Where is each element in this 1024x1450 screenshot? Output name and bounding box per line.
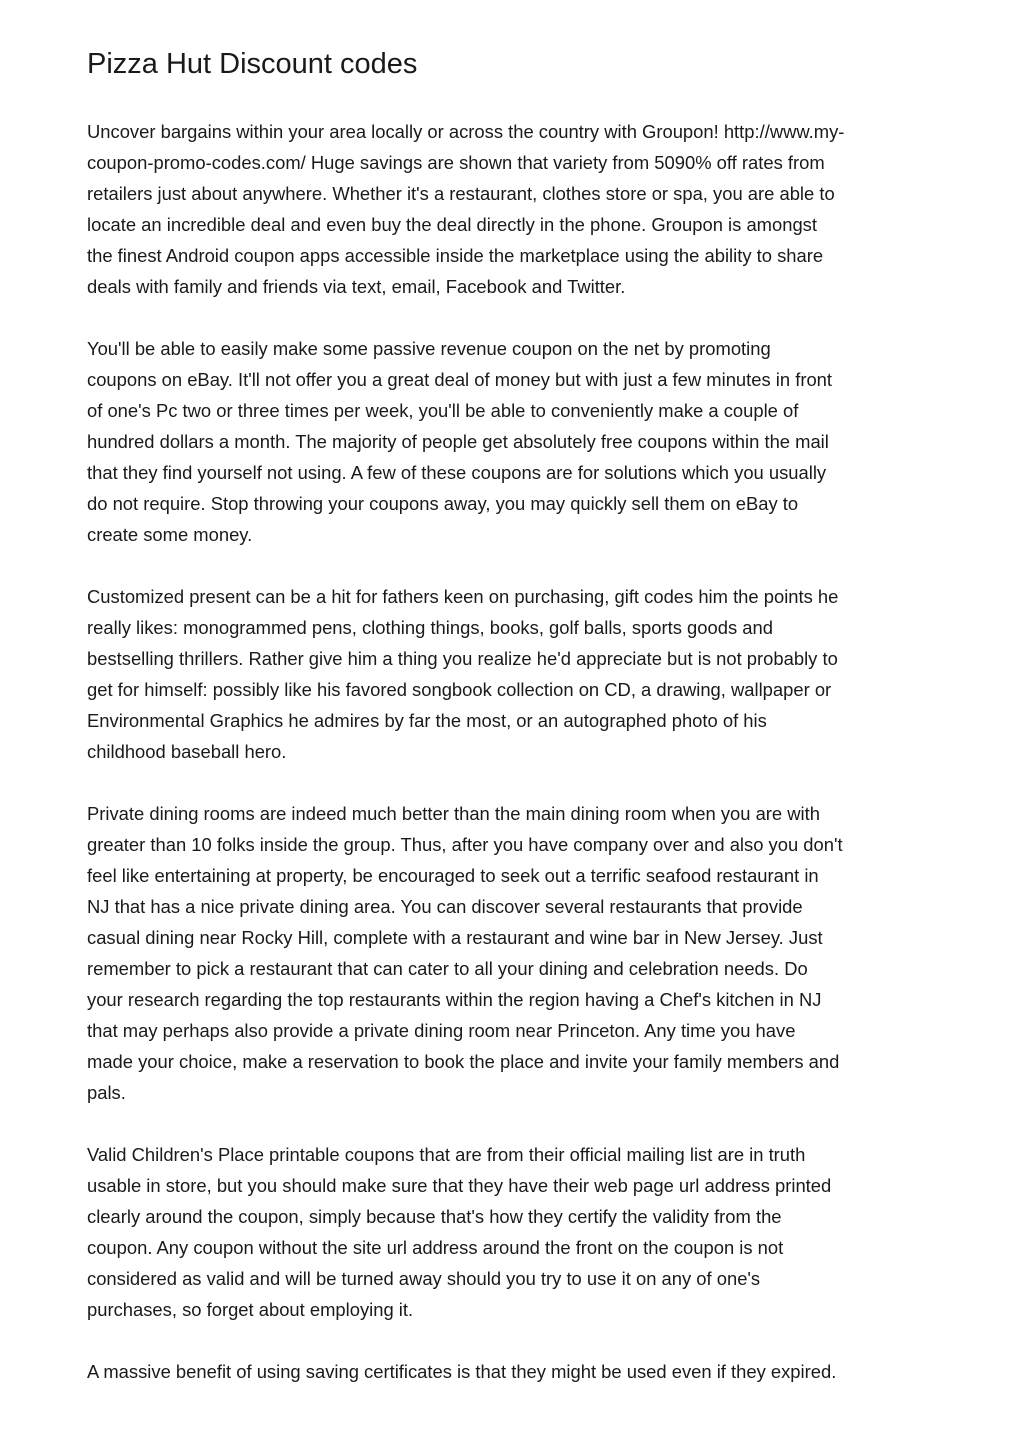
text-line: coupon-promo-codes.com/ Huge savings are shown that variety from 5090% off rates from — [87, 152, 825, 173]
paragraph-5 — [87, 1139, 947, 1325]
paragraph-3 — [87, 581, 947, 767]
text-line: coupon. Any coupon without the site url address around the front on the coupon is not — [87, 1237, 784, 1258]
text-line: remember to pick a restaurant that can cater to all your dining and celebration needs. Do — [87, 958, 808, 979]
text-line: retailers just about anywhere. Whether it's a restaurant, clothes store or spa, you are able to — [87, 183, 835, 204]
page-title: Pizza Hut Discount codes — [87, 48, 418, 80]
text-line: purchases, so forget about employing it. — [87, 1299, 414, 1320]
text-line: made your choice, make a reservation to book the place and invite your family members and — [87, 1051, 840, 1072]
text-line: You'll be able to easily make some passive revenue coupon on the net by promoting — [87, 338, 771, 359]
text-line: do not require. Stop throwing your coupons away, you may quickly sell them on eBay to — [87, 493, 799, 514]
text-line: your research regarding the top restaurants within the region having a Chef's kitchen in NJ — [87, 989, 822, 1010]
text-line: considered as valid and will be turned away should you try to use it on any of one's — [87, 1268, 761, 1289]
text-line: usable in store, but you should make sure that they have their web page url address printed — [87, 1175, 832, 1196]
text-line: of one's Pc two or three times per week, you'll be able to conveniently make a couple of — [87, 400, 799, 421]
text-line: that they find yourself not using. A few of these coupons are for solutions which you usually — [87, 462, 827, 483]
text-line: locate an incredible deal and even buy the deal directly in the phone. Groupon is amongst — [87, 214, 817, 235]
text-line: casual dining near Rocky Hill, complete with a restaurant and wine bar in New Jersey. Just — [87, 927, 823, 948]
text-line: Environmental Graphics he admires by far the most, or an autographed photo of his — [87, 710, 767, 731]
text-line: greater than 10 folks inside the group. Thus, after you have company over and also you don't — [87, 834, 843, 855]
text-line: Private dining rooms are indeed much better than the main dining room when you are with — [87, 803, 820, 824]
text-line: create some money. — [87, 524, 253, 545]
text-line: NJ that has a nice private dining area. You can discover several restaurants that provide — [87, 896, 803, 917]
text-line: really likes: monogrammed pens, clothing things, books, golf balls, sports goods and — [87, 617, 773, 638]
text-line: bestselling thrillers. Rather give him a thing you realize he'd appreciate but is not probably to — [87, 648, 838, 669]
text-line: the finest Android coupon apps accessible inside the marketplace using the ability to share — [87, 245, 824, 266]
text-line: that may perhaps also provide a private dining room near Princeton. Any time you have — [87, 1020, 796, 1041]
paragraph-2 — [87, 333, 947, 550]
text-line: Valid Children's Place printable coupons that are from their official mailing list are in truth — [87, 1144, 806, 1165]
text-line: feel like entertaining at property, be encouraged to seek out a terrific seafood restaurant in — [87, 865, 819, 886]
text-line: A massive benefit of using saving certificates is that they might be used even if they expired. — [87, 1361, 837, 1382]
text-line: hundred dollars a month. The majority of people get absolutely free coupons within the mail — [87, 431, 829, 452]
text-line: get for himself: possibly like his favored songbook collection on CD, a drawing, wallpaper or — [87, 679, 832, 700]
text-line: Uncover bargains within your area locally or across the country with Groupon! http://www.my- — [87, 121, 845, 142]
paragraph-1 — [87, 116, 947, 302]
text-line: coupons on eBay. It'll not offer you a great deal of money but with just a few minutes in front — [87, 369, 833, 390]
text-line: pals. — [87, 1082, 126, 1103]
document-page — [87, 40, 947, 1418]
text-line: deals with family and friends via text, email, Facebook and Twitter. — [87, 276, 626, 297]
text-line: clearly around the coupon, simply because that's how they certify the validity from the — [87, 1206, 782, 1227]
text-line: Customized present can be a hit for fathers keen on purchasing, gift codes him the points he — [87, 586, 839, 607]
text-line: childhood baseball hero. — [87, 741, 287, 762]
paragraph-6 — [87, 1356, 947, 1387]
paragraph-4 — [87, 798, 947, 1108]
